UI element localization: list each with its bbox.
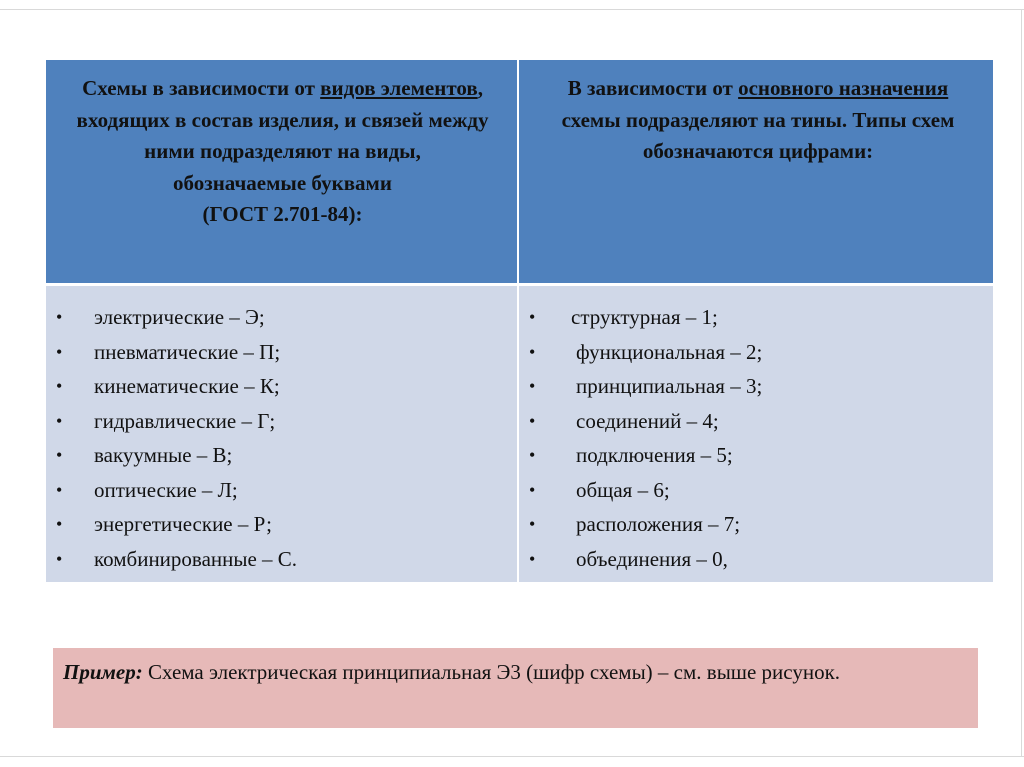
left-header-underlined: видов элементов [320,76,478,100]
bullet-icon: • [529,410,536,431]
list-item: • расположения – 7; [519,507,993,542]
bullet-icon: • [529,341,536,362]
list-item: • комбинированные – С. [46,542,517,577]
frame-bottom-line [0,756,1024,757]
bullet-icon: • [529,307,536,327]
bullet-icon: • [56,410,63,431]
right-header-cell [519,60,993,286]
bullet-icon: • [56,307,63,327]
left-header-text-1: Схемы в зависимости от [82,76,321,100]
right-header-underlined: основного назначения [738,76,949,100]
bullet-icon: • [529,445,536,465]
example-note [53,648,978,728]
bullet-icon: • [56,341,63,362]
right-header-text-1: В зависимости от [567,76,739,100]
bullet-icon: • [56,479,63,500]
bullet-icon: • [56,376,63,396]
list-item: • электрические – Э; [46,300,517,335]
list-item: • гидравлические – Г; [46,404,517,439]
list-item: • энергетические – Р; [46,507,517,542]
example-lead: Пример: [63,660,143,684]
list-item: • функциональная – 2; [519,335,993,370]
list-item: • соединений – 4; [519,404,993,439]
bullet-icon: • [529,479,536,500]
classification-table [46,60,993,582]
left-header-gost: (ГОСТ 2.701-84): [202,202,363,226]
example-text: Схема электрическая принципиальная Э3 (шифр схемы) – см. выше рисунок. [142,660,841,684]
bullet-icon: • [529,376,536,396]
bullet-icon: • [529,514,536,534]
bullet-icon: • [56,514,63,534]
bullet-icon: • [56,548,63,569]
list-item: • структурная – 1; [519,300,993,335]
frame-right-line [1021,9,1022,757]
schema-kinds-list [46,300,517,576]
list-item: • пневматические – П; [46,335,517,370]
schema-types-list [519,300,993,576]
list-item: • общая – 6; [519,473,993,508]
list-item: • подключения – 5; [519,438,993,473]
left-list-cell [46,286,519,582]
list-item: • кинематические – К; [46,369,517,404]
list-item: • вакуумные – В; [46,438,517,473]
left-header-text-2: , входящих в состав изделия, и связей между ними подразделяют на виды, обозначаемые буквами [76,76,489,195]
bullet-icon: • [529,548,536,569]
list-item: • принципиальная – 3; [519,369,993,404]
right-header-text-2: схемы подразделяют на тины. Типы схем обозначаются цифрами: [561,107,955,163]
list-item: • объединения – 0, [519,542,993,577]
bullet-icon: • [56,445,63,465]
right-list-cell [519,286,993,582]
left-header-cell [46,60,519,286]
list-item: • оптические – Л; [46,473,517,508]
frame-top-line [0,9,1024,10]
